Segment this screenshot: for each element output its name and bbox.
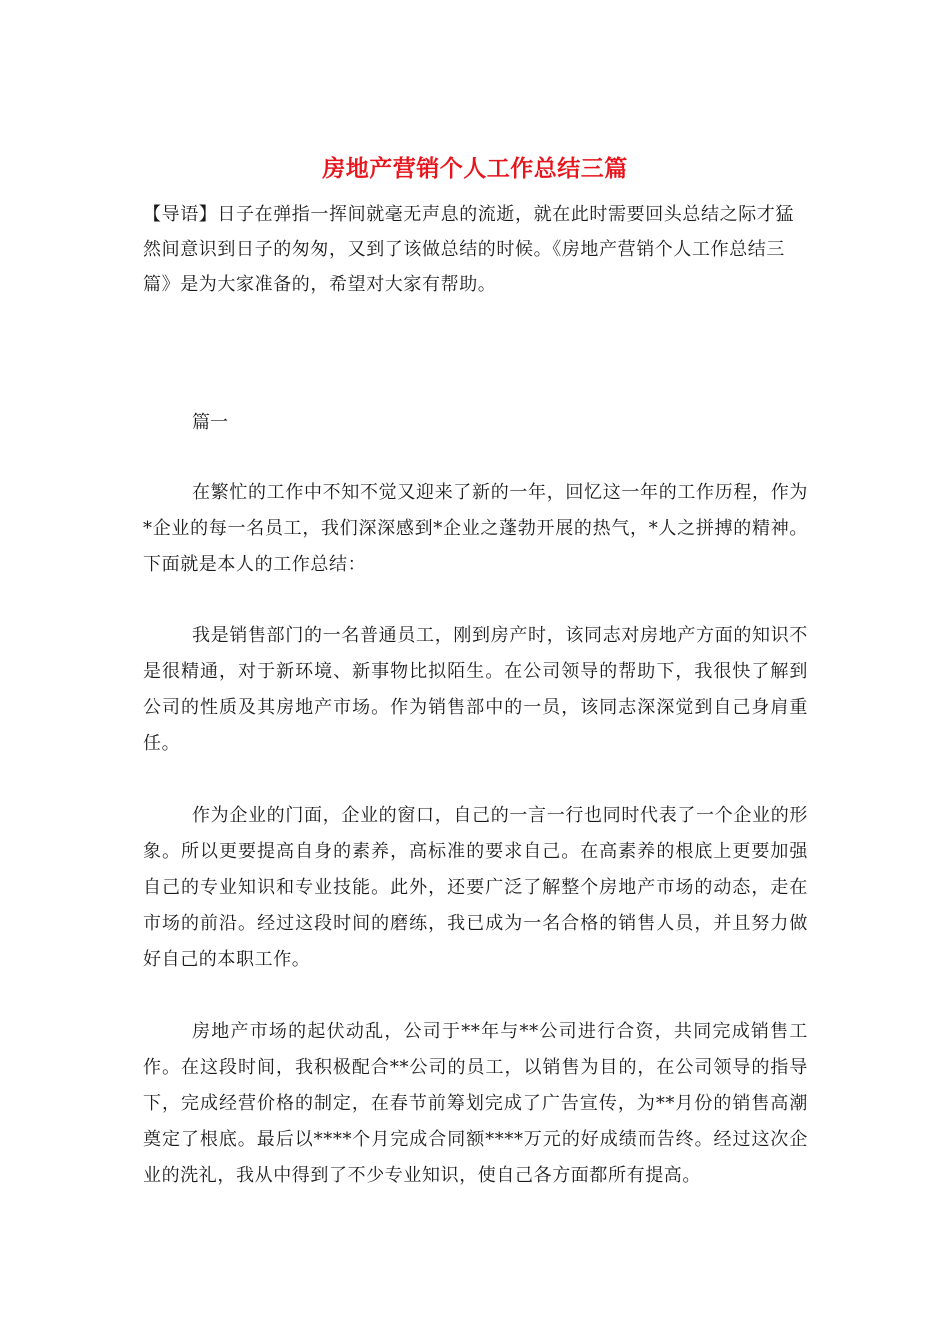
body-paragraph: 我是销售部门的一名普通员工，刚到房产时，该同志对房地产方面的知识不是很精通，对于新环境、新事物比拟陌生。在公司领导的帮助下，我很快了解到公司的性质及其房地产市场。作为销售部中的一员，该同志深深觉到自己身肩重任。 [143, 625, 808, 754]
section-heading: 篇一 [192, 412, 228, 433]
intro-paragraph: 【导语】日子在弹指一挥间就毫无声息的流逝，就在此时需要回头总结之际才猛然间意识到日子的匆匆，又到了该做总结的时候。《房地产营销个人工作总结三篇》是为大家准备的，希望对大家有帮助。 [143, 204, 794, 295]
body-paragraph: 在繁忙的工作中不知不觉又迎来了新的一年，回忆这一年的工作历程，作为*企业的每一名员工，我们深深感到*企业之蓬勃开展的热气，*人之拼搏的精神。下面就是本人的工作总结： [143, 482, 808, 575]
body-paragraph: 作为企业的门面，企业的窗口，自己的一言一行也同时代表了一个企业的形象。所以更要提高自身的素养，高标准的要求自己。在高素养的根底上更要加强自己的专业知识和专业技能。此外，还要广泛了解整个房地产市场的动态，走在市场的前沿。经过这段时间的磨练，我已成为一名合格的销售人员，并且努力做好自己的本职工作。 [143, 805, 808, 970]
body-paragraph: 房地产市场的起伏动乱，公司于**年与**公司进行合资，共同完成销售工作。在这段时间，我积极配合**公司的员工，以销售为目的，在公司领导的指导下，完成经营价格的制定，在春节前筹划完成了广告宣传，为**月份的销售高潮奠定了根底。最后以****个月完成合同额****万元的好成绩而告终。经过这次企业的洗礼，我从中得到了不少专业知识，使自己各方面都所有提高。 [143, 1021, 808, 1186]
document-title: 房地产营销个人工作总结三篇 [322, 155, 628, 182]
